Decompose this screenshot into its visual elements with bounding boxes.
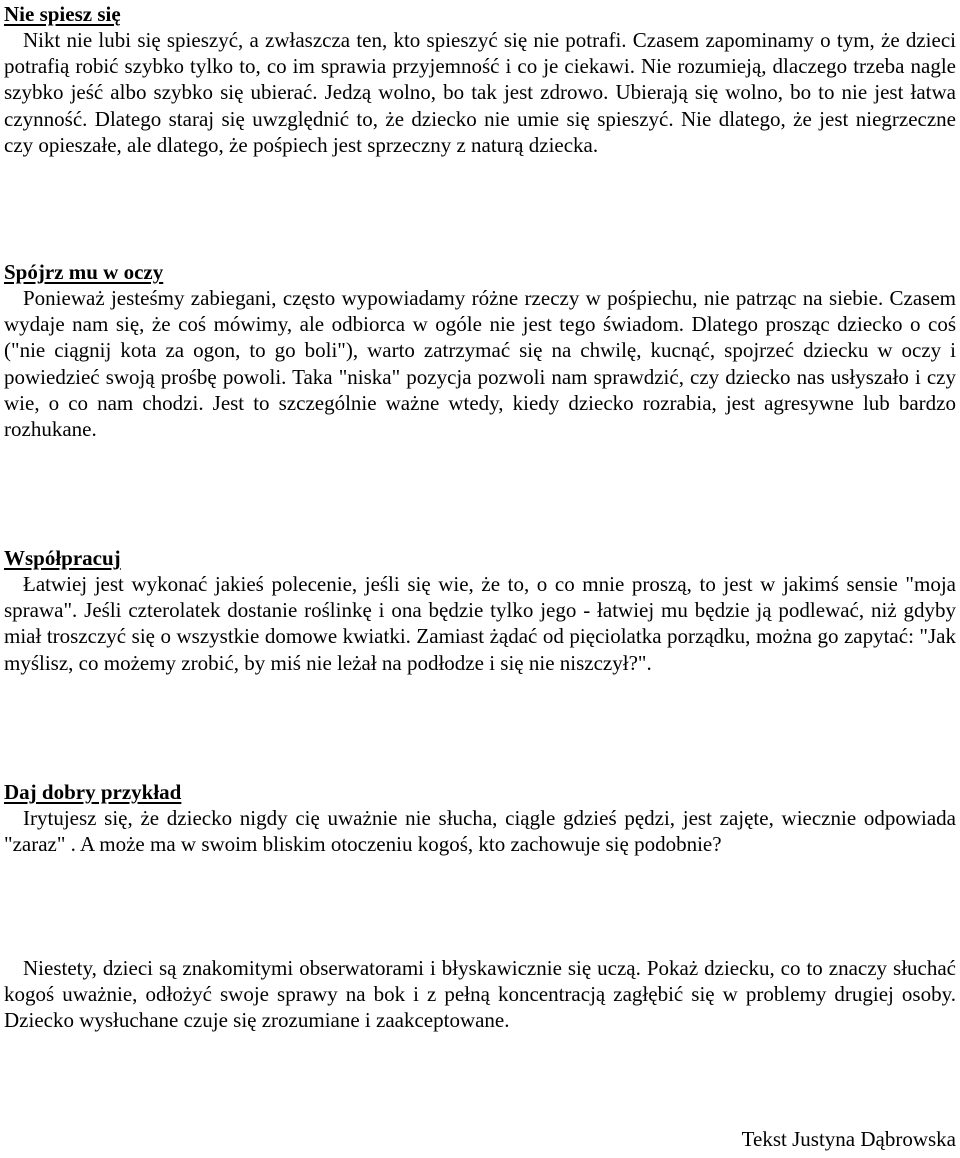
section-nie-spiesz-sie [4,1,956,158]
section-paragraph: Łatwiej jest wykonać jakieś polecenie, jeśli się wie, że to, o co mnie proszą, to jest w jakimś sensie "moja sprawa". Jeśli czterolatek dostanie roślinkę i ona będzie tylko jego - łatwiej mu będzie ją podlewać, niż gdyby miał troszczyć się o wszystkie domowe kwiatki. Zamiast żądać od pięciolatka porządku, można go zapytać: "Jak myślisz, co możemy zrobić, by miś nie leżał na podłodze i się nie niszczył?". [4,572,956,675]
section-heading: Nie spiesz się [4,2,121,26]
section-paragraph: Niestety, dzieci są znakomitymi obserwatorami i błyskawicznie się uczą. Pokaż dziecku, co to znaczy słuchać kogoś uważnie, odłożyć swoje sprawy na bok i z pełną koncentracją zagłębić się w problemy drugiej osoby. Dziecko wysłuchane czuje się zrozumiane i zaakceptowane. [4,956,956,1033]
author-credit: Tekst Justyna Dąbrowska [741,1127,956,1151]
section-paragraph: Ponieważ jesteśmy zabiegani, często wypowiadamy różne rzeczy w pośpiechu, nie patrząc na siebie. Czasem wydaje nam się, że coś mówimy, ale odbiorca w ogóle nie jest tego świadom. Dlatego prosząc dziecko o coś ("nie ciągnij kota za ogon, to go boli"), warto zatrzymać się na chwilę, kucnąć, spojrzeć dziecku w oczy i powiedzieć swoją prośbę powoli. Taka "niska" pozycja pozwoli nam sprawdzić, czy dziecko nas usłyszało i czy wie, o co nam chodzi. Jest to szczególnie ważne wtedy, kiedy dziecko rozrabia, jest agresywne lub bardzo rozhukane. [4,286,956,442]
section-heading: Spójrz mu w oczy [4,260,164,284]
section-daj-dobry-przyklad [4,779,956,857]
section-wspolpracuj [4,545,956,676]
section-spojrz-mu-w-oczy [4,259,956,442]
section-heading: Daj dobry przykład [4,780,182,804]
section-paragraph: Irytujesz się, że dziecko nigdy cię uważnie nie słucha, ciągle gdzieś pędzi, jest zajęte, wiecznie odpowiada "zaraz" . A może ma w swoim bliskim otoczeniu kogoś, kto zachowuje się podobnie? [4,806,956,857]
section-heading: Współpracuj [4,546,121,570]
section-closing-paragraph [4,955,956,1034]
section-paragraph: Nikt nie lubi się spieszyć, a zwłaszcza ten, kto spieszyć się nie potrafi. Czasem zapominamy o tym, że dzieci potrafią robić szybko tylko to, co im sprawia przyjemność i co je ciekawi. Nie rozumieją, dlaczego trzeba nagle szybko jeść albo szybko się ubierać. Jedzą wolno, bo tak jest zdrowo. Ubierają się wolno, bo to nie jest łatwa czynność. Dlatego staraj się uwzględnić to, że dziecko nie umie się spieszyć. Nie dlatego, że jest niegrzeczne czy opieszałe, ale dlatego, że pośpiech jest sprzeczny z naturą dziecka. [4,28,956,157]
